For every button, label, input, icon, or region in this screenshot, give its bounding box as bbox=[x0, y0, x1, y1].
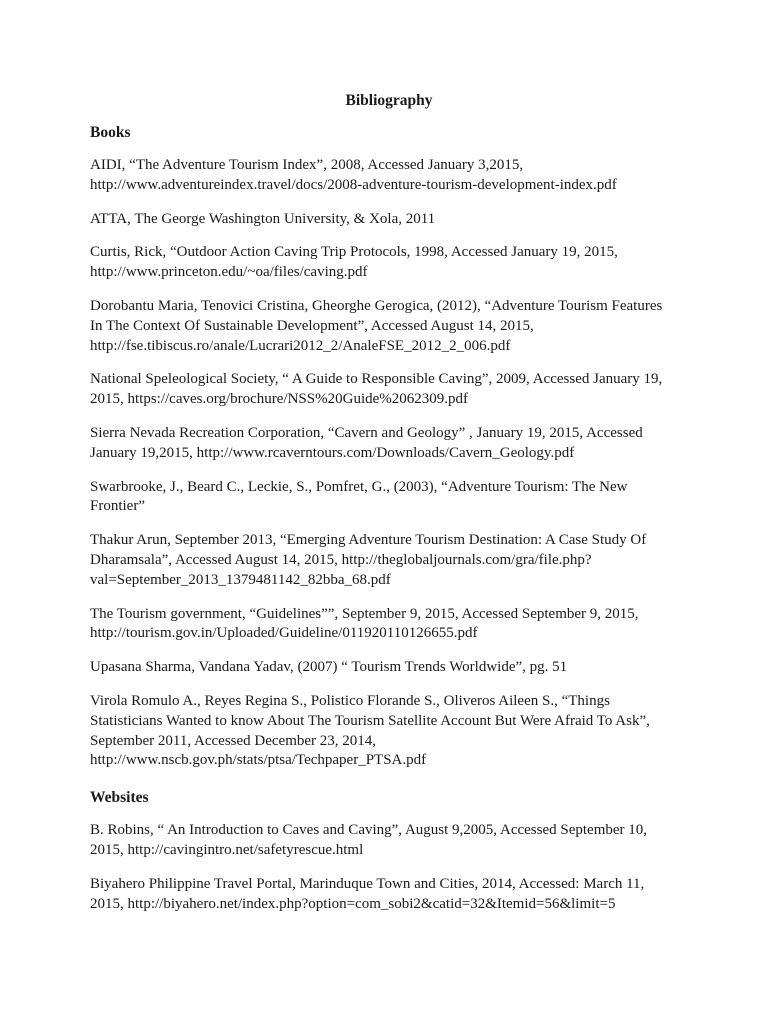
entry-line: Biyahero Philippine Travel Portal, Marinduque Town and Cities, 2014, Accessed: March 11, bbox=[90, 875, 645, 892]
books-list bbox=[90, 156, 680, 771]
book-entry bbox=[90, 297, 680, 356]
entry-line: In The Context Of Sustainable Development”, Accessed August 14, 2015, bbox=[90, 317, 534, 334]
entry-line: Sierra Nevada Recreation Corporation, “Cavern and Geology” , January 19, 2015, Accessed bbox=[90, 424, 643, 441]
entry-line: 2015, https://caves.org/brochure/NSS%20Guide%2062309.pdf bbox=[90, 391, 469, 408]
entry-line: Dharamsala”, Accessed August 14, 2015, http://theglobaljournals.com/gra/file.php? bbox=[90, 551, 592, 568]
entry-line: B. Robins, “ An Introduction to Caves and Caving”, August 9,2005, Accessed September 10, bbox=[90, 822, 648, 839]
entry-line: http://www.princeton.edu/~oa/files/caving.pdf bbox=[90, 264, 368, 281]
entry-line: ATTA, The George Washington University, & Xola, 2011 bbox=[90, 210, 436, 227]
books-heading: Books bbox=[90, 124, 131, 141]
entry-line: 2015, http://biyahero.net/index.php?option=com_sobi2&catid=32&Itemid=56&limit=5 bbox=[90, 895, 616, 912]
entry-line: http://fse.tibiscus.ro/anale/Lucrari2012_2/AnaleFSE_2012_2_006.pdf bbox=[90, 337, 511, 354]
entry-line: Upasana Sharma, Vandana Yadav, (2007) “ Tourism Trends Worldwide”, pg. 51 bbox=[90, 659, 568, 676]
websites-heading: Websites bbox=[90, 789, 149, 807]
entry-line: September 2011, Accessed December 23, 2014, bbox=[90, 732, 377, 749]
entry-line: http://www.adventureindex.travel/docs/2008-adventure-tourism-development-index.pdf bbox=[90, 176, 617, 193]
entry-line: Curtis, Rick, “Outdoor Action Caving Trip Protocols, 1998, Accessed January 19, 2015, bbox=[90, 244, 618, 261]
book-entry bbox=[90, 658, 680, 678]
book-entry bbox=[90, 424, 680, 464]
websites-list bbox=[90, 821, 680, 914]
bibliography-page bbox=[90, 92, 680, 928]
book-entry bbox=[90, 156, 680, 196]
entry-line: National Speleological Society, “ A Guide to Responsible Caving”, 2009, Accessed January 19, bbox=[90, 371, 663, 388]
book-entry bbox=[90, 692, 680, 771]
book-entry bbox=[90, 370, 680, 410]
book-entry bbox=[90, 531, 680, 590]
entry-line: AIDI, “The Adventure Tourism Index”, 2008, Accessed January 3,2015, bbox=[90, 157, 524, 173]
book-entry bbox=[90, 210, 680, 230]
entry-line: The Tourism government, “Guidelines””, September 9, 2015, Accessed September 9, 2015, bbox=[90, 605, 639, 622]
entry-line: Frontier” bbox=[90, 498, 145, 515]
entry-line: January 19,2015, http://www.rcaverntours.com/Downloads/Cavern_Geology.pdf bbox=[90, 444, 575, 461]
entry-line: Swarbrooke, J., Beard C., Leckie, S., Pomfret, G., (2003), “Adventure Tourism: The New bbox=[90, 478, 628, 495]
entry-line: val=September_2013_1379481142_82bba_68.pdf bbox=[90, 571, 391, 588]
book-entry bbox=[90, 605, 680, 645]
entry-line: Dorobantu Maria, Tenovici Cristina, Gheorghe Gerogica, (2012), “Adventure Tourism Features bbox=[90, 297, 663, 314]
book-entry bbox=[90, 243, 680, 283]
book-entry bbox=[90, 478, 680, 518]
website-entry bbox=[90, 875, 680, 915]
entry-line: Virola Romulo A., Reyes Regina S., Polistico Florande S., Oliveros Aileen S., “Things bbox=[90, 692, 610, 709]
entry-line: http://www.nscb.gov.ph/stats/ptsa/Techpaper_PTSA.pdf bbox=[90, 752, 427, 769]
entry-line: http://tourism.gov.in/Uploaded/Guideline/011920110126655.pdf bbox=[90, 625, 478, 642]
entry-line: Thakur Arun, September 2013, “Emerging Adventure Tourism Destination: A Case Study Of bbox=[90, 532, 647, 549]
entry-line: Statisticians Wanted to know About The Tourism Satellite Account But Were Afraid To Ask”, bbox=[90, 712, 650, 729]
page-title: Bibliography bbox=[345, 92, 433, 109]
entry-line: 2015, http://cavingintro.net/safetyrescue.html bbox=[90, 841, 364, 858]
website-entry bbox=[90, 821, 680, 861]
